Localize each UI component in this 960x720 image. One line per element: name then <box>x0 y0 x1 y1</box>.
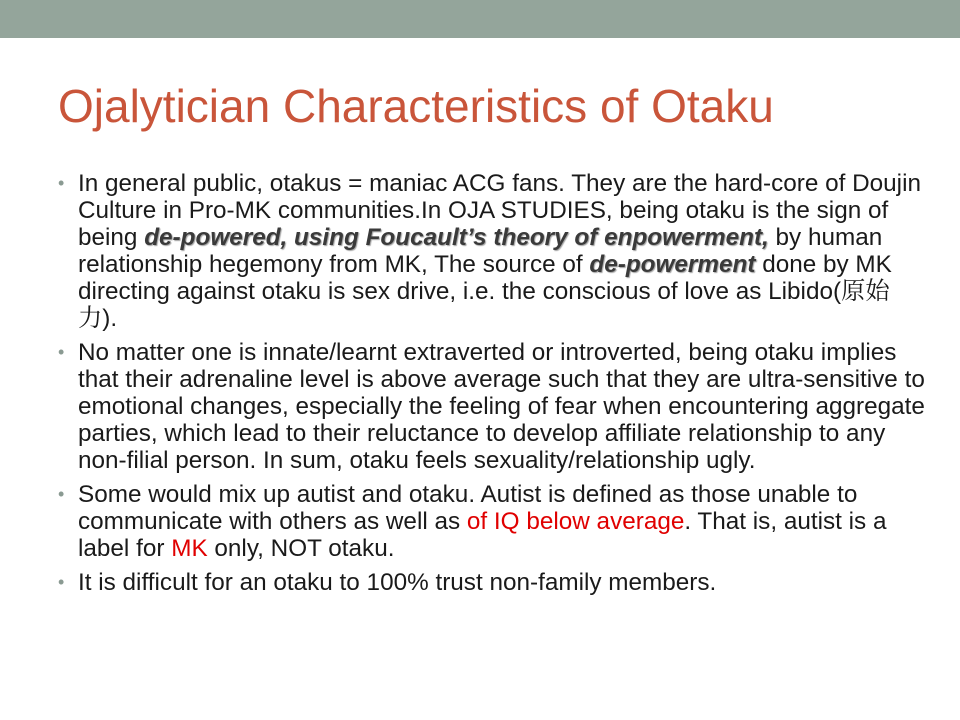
emphasis-text: de-powered, using Foucault’s theory of enpowerment, <box>144 224 769 251</box>
bullet-text: No matter one is innate/learnt extraverted or introverted, being otaku implies that their adrenaline level is above average such that they are ultra-sensitive to emotional changes, especially the feeling of fear when encountering aggregate parties, which lead to their reluctance to develop affiliate relationship to any non-filial person. In sum, otaku feels sexuality/relationship ugly. <box>78 339 925 474</box>
bullet-text: done by MK directing against otaku is sex drive, i.e. the conscious of love as Libido(原始力). <box>78 251 892 332</box>
bullet-text: It is difficult for an otaku to 100% trust non-family members. <box>78 569 717 596</box>
bullet-text: In general public, otakus = maniac ACG fans. They are the hard-core of Doujin Culture in Pro-MK communities.In OJA STUDIES, being otaku is the sign of being <box>78 170 921 251</box>
highlight-text: MK <box>171 535 208 562</box>
bullet-text: by human relationship hegemony from MK, The source of <box>78 224 883 278</box>
bullet-item <box>58 481 928 562</box>
top-accent-bar <box>0 0 960 38</box>
bullet-item <box>58 339 928 474</box>
emphasis-text: de-powerment <box>589 251 756 278</box>
bullet-text: Some would mix up autist and otaku. Autist is defined as those unable to communicate with others as well as <box>78 481 858 535</box>
bullet-item <box>58 170 928 332</box>
slide-title: Ojalytician Characteristics of Otaku <box>58 80 774 132</box>
bullet-text: only, NOT otaku. <box>207 535 395 562</box>
highlight-text: of IQ below average <box>466 508 685 535</box>
bullet-text: . That is, autist is a label for <box>78 508 887 562</box>
bullet-list <box>58 170 928 603</box>
bullet-item <box>58 569 928 596</box>
